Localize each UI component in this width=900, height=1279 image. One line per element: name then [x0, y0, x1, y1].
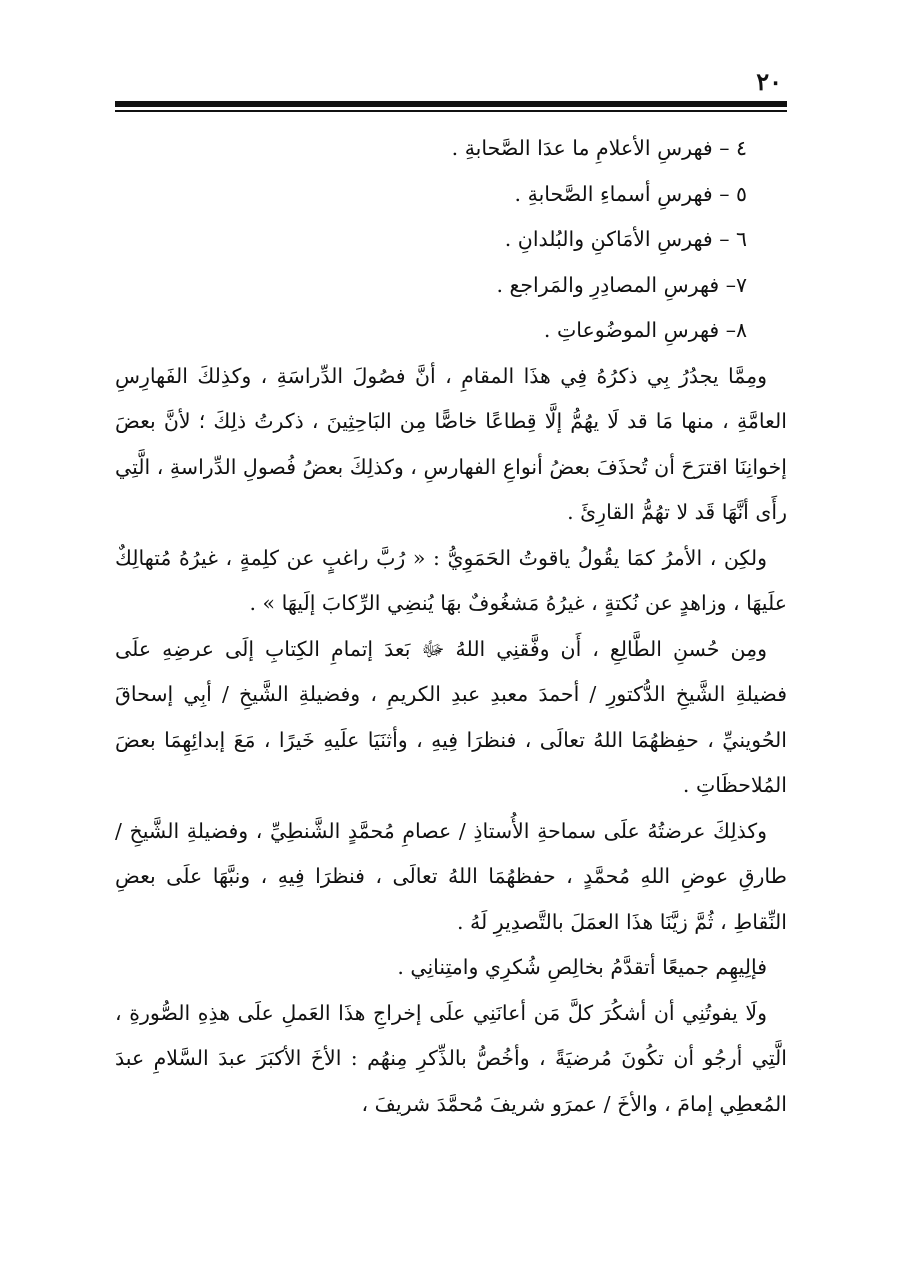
paragraph: ومِن حُسنِ الطَّالِعِ ، أَن وفَّقنِي اللهُ ﷻ بَعدَ إتمامِ الكِتابِ إلَى عرضِهِ علَى فضيلةِ الشَّيخِ الدُّكتورِ / أحمدَ معبدِ عبدِ الكريمِ ، وفضيلةِ الشَّيخِ / أبِي إسحاقَ الحُوينيِّ ، حفِظهُمَا اللهُ تعالَى ، فنظرَا فِيهِ ، وأثنَيَا علَيهِ خَيرًا ، مَعَ إبدائِهِمَا بعضَ المُلاحظَاتِ . [115, 636, 787, 797]
paragraph: وكذلِكَ عرضتُهُ علَى سماحةِ الأُستاذِ / عصامِ مُحمَّدٍ الشَّنطِيِّ ، وفضيلةِ الشَّيخِ / طارقِ عوضِ اللهِ مُحمَّدٍ ، حفظهُمَا اللهُ تعالَى ، فنظرَا فِيهِ ، ونبَّهَا علَى بعضِ النِّقاطِ ، ثُمَّ زيَّنَا هذَا العمَلَ بالتَّصدِيرِ لَهُ . [115, 818, 787, 934]
paragraph: ولَا يفوتُنِي أن أشكُرَ كلَّ مَن أعانَنِي علَى إخراجِ هذَا العَملِ علَى هذِهِ الصُّورةِ ، الَّتِي أرجُو أن تكُونَ مُرضيَةً ، وأخُصُّ بالذِّكرِ مِنهُم : الأخَ الأكبَرَ عبدَ السَّلامِ عبدَ المُعطِي إمامَ ، والأخَ / عمرَو شريفَ مُحمَّدَ شريفَ ، [115, 1000, 787, 1116]
list-item: ٤ – فهرسِ الأعلامِ ما عدَا الصَّحابةِ . [451, 136, 747, 160]
list-item: ٧– فهرسِ المصادِرِ والمَراجع . [496, 272, 747, 297]
page-number: ٢٠ [756, 67, 782, 96]
index-list [115, 126, 787, 354]
list-item: ٥ – فهرسِ أسماءِ الصَّحابةِ . [514, 181, 747, 206]
list-item: ٨– فهرسِ الموضُوعاتِ . [543, 318, 747, 342]
header-rule-thick [115, 101, 787, 107]
paragraph: ومِمَّا يجدُرُ بِي ذكرُهُ فِي هذَا المقامِ ، أنَّ فصُولَ الدِّراسَةِ ، وكذِلكَ الفَهارِسِ العامَّةِ ، منها مَا قد لَا يهُمُّ إلَّا قِطاعًا خاصًّا مِن البَاحِثِينَ ، ذكرتُ ذلِكَ ؛ لأنَّ بعضَ إخوانِنَا اقترَحَ أن تُحذَفَ بعضُ أنواعِ الفهارسِ ، وكذلِكَ بعضُ فُصولِ الدِّراسةِ ، الَّتِي رأَى أنَّهَا قَد لا تهُمُّ القارِئَ . [115, 363, 787, 524]
paragraph: فإلِيهِم جميعًا أتقدَّمُ بخالِصِ شُكرِي وامتِنانِي . [397, 955, 767, 979]
paragraph: ولكِن ، الأمرُ كمَا يقُولُ ياقوتُ الحَمَوِيُّ : « رُبَّ راغبٍ عن كلِمةٍ ، غيرُهُ مُتهالِكٌ علَيهَا ، وزاهدٍ عن نُكتةٍ ، غيرُهُ مَشغُوفٌ بهَا يُنضِي الرِّكابَ إلَيهَا » . [115, 545, 787, 615]
header-rule-thin [115, 110, 787, 112]
page-content [115, 126, 787, 1127]
list-item: ٦ – فهرسِ الأمَاكنِ والبُلدانِ . [504, 227, 747, 251]
